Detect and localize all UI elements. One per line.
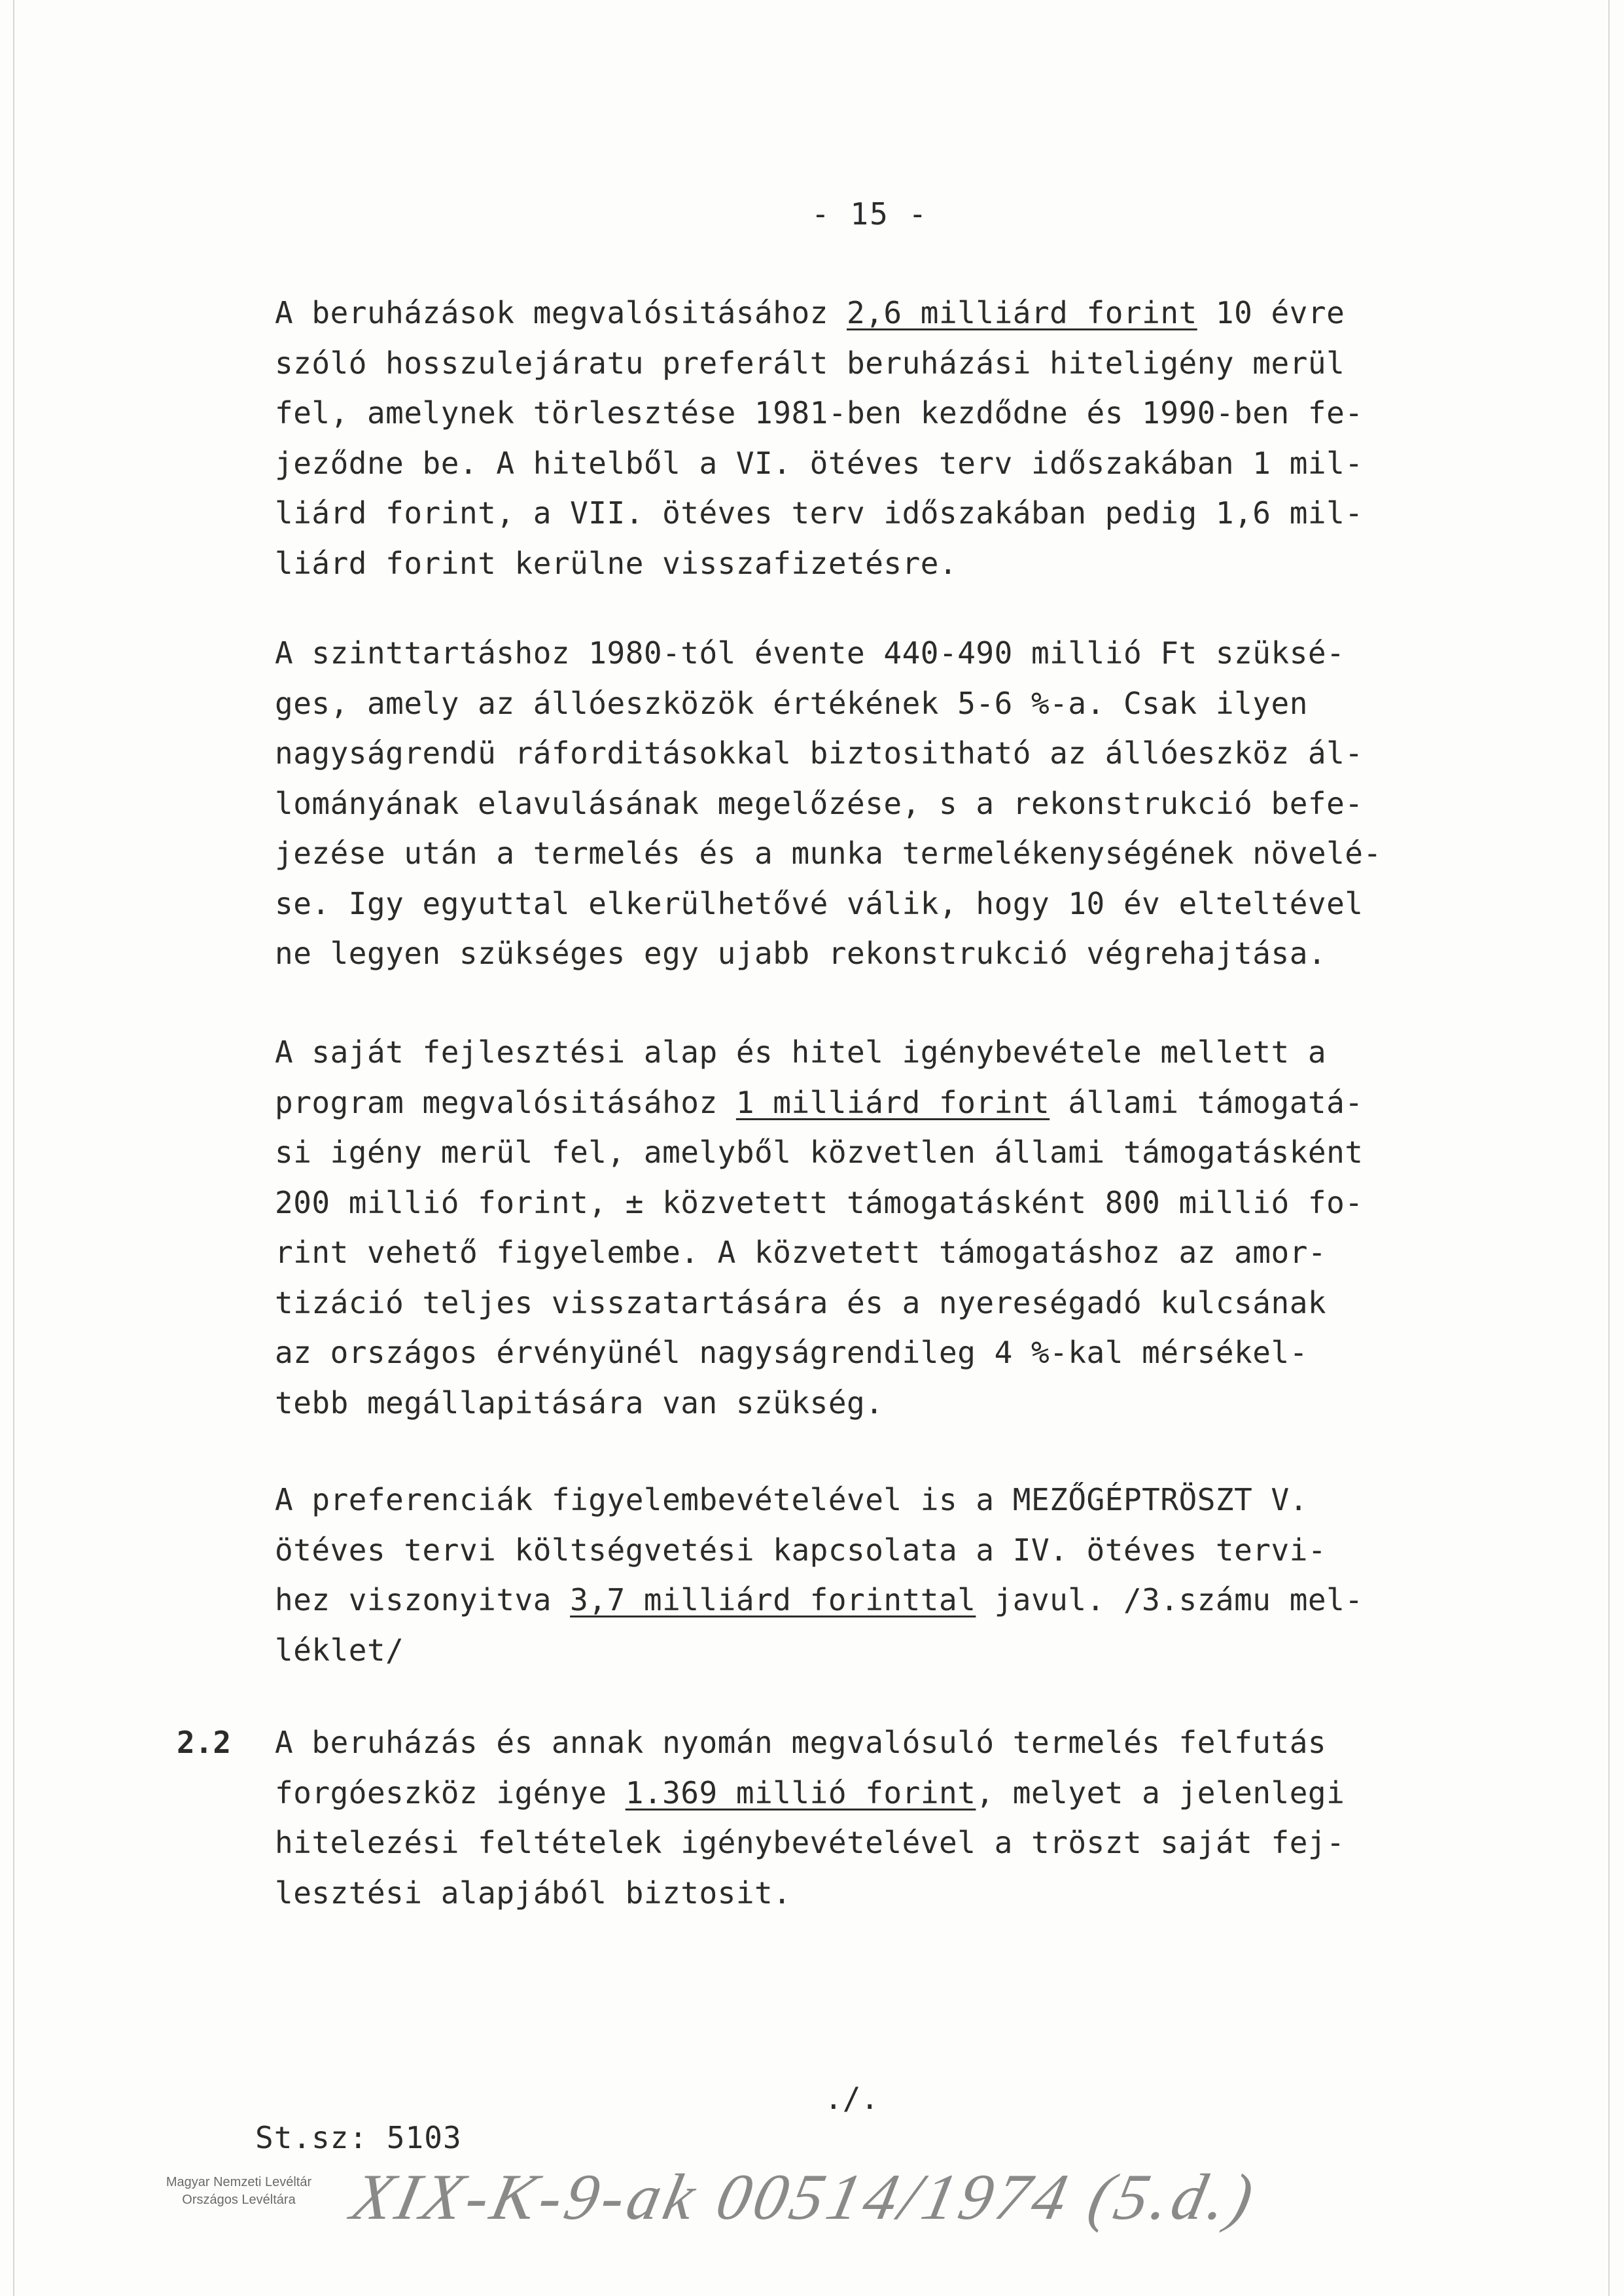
text-line bbox=[275, 679, 1466, 729]
text-line bbox=[275, 1178, 1466, 1228]
text-segment: ges, amely az állóeszközök értékének 5-6 %-a. Csak ilyen bbox=[275, 685, 1308, 721]
text-line bbox=[275, 1328, 1466, 1378]
text-segment: jezése után a termelés és a munka termelékenységének növelé- bbox=[275, 836, 1382, 871]
text-segment: hitelezési feltételek igénybevételével a tröszt saját fej- bbox=[275, 1825, 1345, 1860]
underlined-amount: 1 milliárd forint bbox=[735, 1084, 1050, 1120]
text-segment: hez viszonyitva bbox=[275, 1582, 571, 1617]
text-segment: si igény merül fel, amelyből közvetlen állami támogatásként bbox=[275, 1135, 1364, 1170]
text-segment: A preferenciák figyelembevételével is a MEZŐGÉPTRÖSZT V. bbox=[275, 1482, 1308, 1517]
text-segment: ne legyen szükséges egy ujabb rekonstrukció végrehajtása. bbox=[275, 936, 1327, 971]
text-segment: liárd forint kerülne visszafizetésre. bbox=[275, 545, 958, 581]
text-segment: lesztési alapjából biztosit. bbox=[275, 1875, 792, 1911]
text-segment: tizáció teljes visszatartására és a nyereségadó kulcsának bbox=[275, 1284, 1327, 1320]
text-line bbox=[275, 628, 1466, 679]
text-line bbox=[275, 388, 1466, 438]
text-segment: léklet/ bbox=[275, 1632, 404, 1668]
text-line bbox=[275, 1525, 1466, 1576]
paragraph-preferences bbox=[275, 1475, 1466, 1675]
text-segment: állami támogatá- bbox=[1050, 1084, 1364, 1120]
continuation-mark: ./. bbox=[824, 2081, 879, 2116]
underlined-amount: 3,7 milliárd forinttal bbox=[570, 1582, 976, 1617]
page-number: - 15 - bbox=[811, 196, 928, 232]
document-serial-number: St.sz: 5103 bbox=[255, 2120, 462, 2155]
text-segment: , melyet a jelenlegi bbox=[976, 1775, 1345, 1810]
text-segment: javul. /3.számu mel- bbox=[976, 1582, 1364, 1617]
text-line bbox=[275, 1078, 1466, 1128]
text-line bbox=[275, 1768, 1466, 1818]
text-line bbox=[275, 1868, 1466, 1918]
text-line bbox=[275, 779, 1466, 829]
text-line bbox=[275, 828, 1466, 879]
text-segment: nagyságrendü ráforditásokkal biztositható az állóeszköz ál- bbox=[275, 735, 1364, 771]
text-segment: program megvalósitásához bbox=[275, 1084, 736, 1120]
text-segment: rint vehető figyelembe. A közvetett támogatáshoz az amor- bbox=[275, 1235, 1327, 1270]
text-line bbox=[275, 879, 1466, 929]
text-line bbox=[275, 1127, 1466, 1178]
text-segment: tebb megállapitására van szükség. bbox=[275, 1385, 884, 1421]
text-line bbox=[275, 1575, 1466, 1625]
text-line bbox=[275, 1718, 1466, 1768]
text-line bbox=[275, 338, 1466, 389]
text-segment: A beruházás és annak nyomán megvalósuló termelés felfutás bbox=[275, 1725, 1327, 1760]
section-number: 2.2 bbox=[177, 1725, 232, 1760]
text-line bbox=[275, 539, 1466, 589]
text-line bbox=[275, 438, 1466, 489]
text-line bbox=[275, 1378, 1466, 1428]
text-line bbox=[275, 488, 1466, 539]
text-segment: az országos érvényünél nagyságrendileg 4 %-kal mérsékel- bbox=[275, 1335, 1308, 1370]
paragraph-state-support bbox=[275, 1027, 1466, 1428]
text-line bbox=[275, 288, 1466, 338]
text-segment: A beruházások megvalósitásához bbox=[275, 295, 847, 330]
text-segment: se. Igy egyuttal elkerülhetővé válik, hogy 10 év elteltével bbox=[275, 885, 1364, 921]
text-line bbox=[275, 1027, 1466, 1078]
text-segment: fel, amelynek törlesztése 1981-ben kezdődne és 1990-ben fe- bbox=[275, 395, 1364, 431]
text-segment: jeződne be. A hitelből a VI. ötéves terv időszakában 1 mil- bbox=[275, 445, 1364, 481]
paragraph-loan-repayment bbox=[275, 288, 1466, 588]
text-segment: ötéves tervi költségvetési kapcsolata a IV. ötéves tervi- bbox=[275, 1532, 1327, 1568]
page-left-edge bbox=[13, 0, 14, 2296]
underlined-amount: 2,6 milliárd forint bbox=[847, 295, 1197, 330]
text-line bbox=[275, 1475, 1466, 1525]
text-line bbox=[275, 1625, 1466, 1676]
text-line bbox=[275, 928, 1466, 979]
handwritten-archive-reference: XIX-K-9-ak 00514/1974 (5.d.) bbox=[345, 2161, 1263, 2233]
paragraph-maintenance-costs bbox=[275, 628, 1466, 979]
text-segment: szóló hosszulejáratu preferált beruházási hiteligény merül bbox=[275, 345, 1345, 381]
text-line bbox=[275, 1227, 1466, 1278]
paragraph-working-capital bbox=[275, 1718, 1466, 1918]
text-segment: 200 millió forint, ± közvetett támogatásként 800 millió fo- bbox=[275, 1184, 1364, 1220]
text-segment: liárd forint, a VII. ötéves terv időszakában pedig 1,6 mil- bbox=[275, 495, 1364, 531]
text-line bbox=[275, 1278, 1466, 1328]
underlined-amount: 1.369 millió forint bbox=[625, 1775, 976, 1810]
text-segment: forgóeszköz igénye bbox=[275, 1775, 626, 1810]
text-line bbox=[275, 728, 1466, 779]
page-right-edge bbox=[1608, 0, 1610, 2296]
text-segment: A saját fejlesztési alap és hitel igénybevétele mellett a bbox=[275, 1034, 1327, 1070]
text-segment: 10 évre bbox=[1197, 295, 1345, 330]
text-segment: lományának elavulásának megelőzése, s a rekonstrukció befe- bbox=[275, 785, 1364, 821]
archive-stamp-line1: Magyar Nemzeti Levéltár bbox=[166, 2175, 312, 2189]
text-segment: A szinttartáshoz 1980-tól évente 440-490 millió Ft szüksé- bbox=[275, 635, 1345, 671]
archive-stamp-line2: Országos Levéltára bbox=[182, 2193, 296, 2207]
text-line bbox=[275, 1818, 1466, 1868]
archive-stamp bbox=[128, 2174, 350, 2209]
